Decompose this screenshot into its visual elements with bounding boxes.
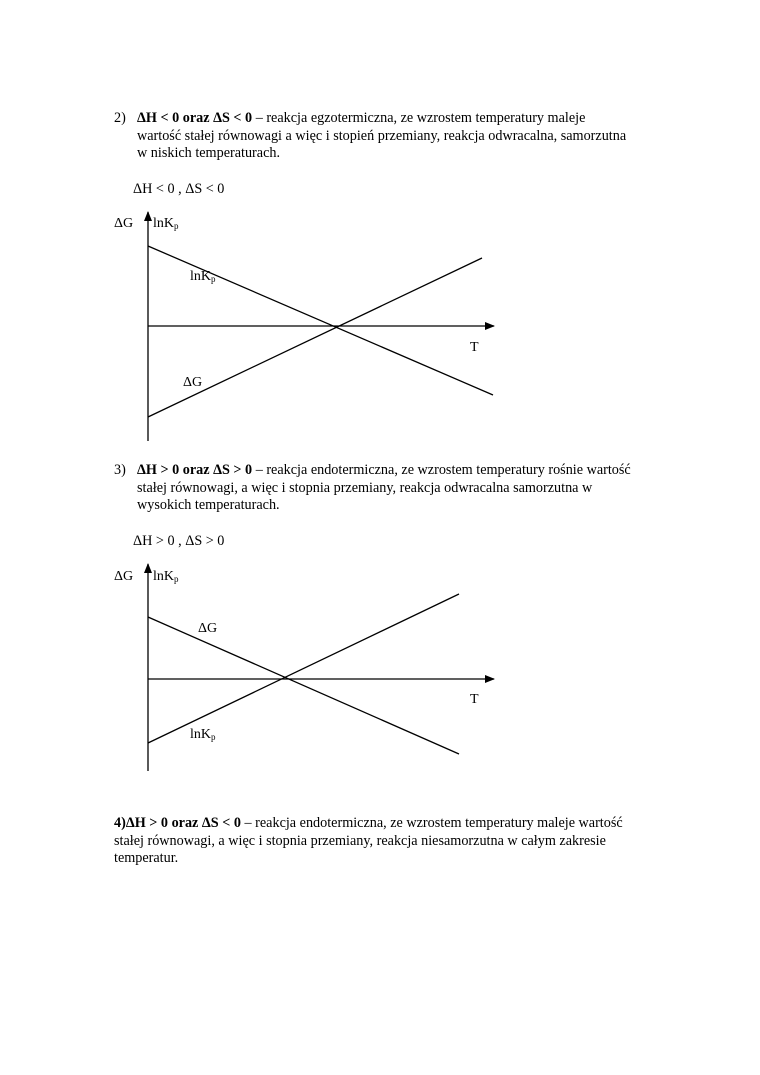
section4-line1-text: – reakcja endotermiczna, ze wzrostem temperatury maleje wartość <box>240 815 623 831</box>
section4-line2: stałej równowagi, a więc i stopnia przemiany, reakcja niesamorzutna w całym zakresie <box>114 832 606 849</box>
diagram-2-lnkp-line <box>148 594 459 743</box>
section4-line1 <box>114 815 623 833</box>
diagram-2-dg-line-label: ΔG <box>198 621 218 636</box>
section4-bold-condition: 4)ΔH > 0 oraz ΔS < 0 <box>114 815 241 831</box>
section2-line3: w niskich temperaturach. <box>137 145 281 161</box>
diagram-2-axis-lnkp-label <box>153 568 179 589</box>
diagram-1-axis-lnkp-sub: p <box>174 221 179 231</box>
section2-number: 2) <box>114 110 126 126</box>
diagram-2-axis-lnkp-sub: p <box>174 574 179 584</box>
section3-condition: ΔH > 0 , ΔS > 0 <box>133 533 225 549</box>
diagram-2-lnkp-line-label <box>190 726 216 747</box>
diagram-1-dg-line-label: ΔG <box>183 375 203 390</box>
section4-line3: temperatur. <box>114 850 179 866</box>
diagram-1-lnkp-line-label-sub: p <box>211 274 216 284</box>
diagram-2-lnkp-line-label-main: lnK <box>190 727 211 742</box>
diagram-1-axis-t-label: T <box>470 340 479 355</box>
section2-condition: ΔH < 0 , ΔS < 0 <box>133 181 225 197</box>
diagram-1-lnkp-line-label-main: lnK <box>190 269 211 284</box>
diagram-2-lnkp-line-label-sub: p <box>211 732 216 742</box>
section3-number: 3) <box>114 462 126 478</box>
diagram-2-axis-dg-label: ΔG <box>114 569 134 584</box>
section3-line3: wysokich temperaturach. <box>137 497 280 513</box>
section4-paragraph <box>114 815 623 868</box>
section3-line1-text: – reakcja endotermiczna, ze wzrostem temperatury rośnie wartość <box>252 462 631 478</box>
section3-line2: stałej równowagi, a więc i stopnia przemiany, reakcja odwracalna samorzutna w <box>137 479 593 496</box>
section2-line1-text: – reakcja egzotermiczna, ze wzrostem temperatury maleje <box>252 110 586 126</box>
section2-bold-condition: ΔH < 0 oraz ΔS < 0 <box>137 110 253 126</box>
diagram-2-axis-t-label: T <box>470 692 479 707</box>
section2-line2: wartość stałej równowagi a więc i stopień przemiany, reakcja odwracalna, samorzutna <box>137 127 627 144</box>
section3-bold-condition: ΔH > 0 oraz ΔS > 0 <box>137 462 253 478</box>
diagram-1-axis-lnkp-main: lnK <box>153 216 174 231</box>
diagram-1-axis-dg-label: ΔG <box>114 216 134 231</box>
diagram-2-axis-lnkp-main: lnK <box>153 569 174 584</box>
